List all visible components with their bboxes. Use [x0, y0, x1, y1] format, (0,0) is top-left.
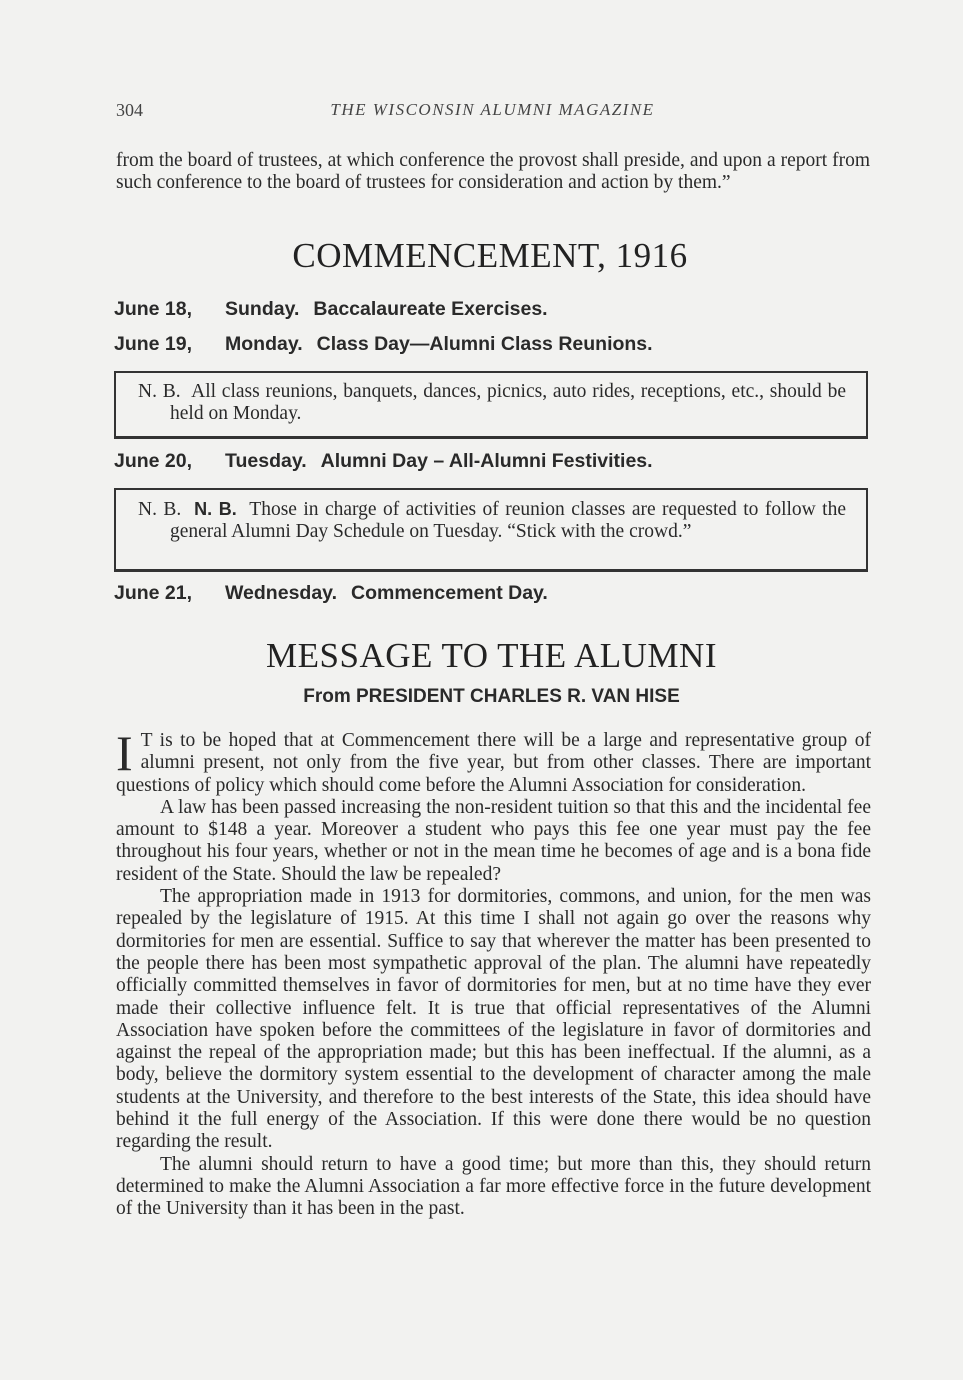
note-prefix: N. B.: [138, 499, 182, 520]
article-paragraph: The alumni should return to have a good time; but more than this, they should return determined to make the Alumni Association a far more effective force in the future development of the University than it has been in the past.: [116, 1153, 871, 1220]
schedule-event: Class Day—Alumni Class Reunions.: [316, 333, 653, 355]
schedule-event: Baccalaureate Exercises.: [313, 298, 548, 320]
schedule-date: June 19,: [114, 333, 193, 355]
article-body: [116, 725, 871, 1221]
article-paragraph: The appropriation made in 1913 for dormitories, commons, and union, for the men was repealed by the legislature of 1915. At this time I shall not again go over the reasons why dormitories for men are essential. Suffice to say that wherever the matter has been presented to the people there has been most sympathetic approval of the plan. The alumni have repeatedly officially committed themselves in favor of dormitories for men, but at no time have they ever made their collective influence felt. It is true that official representatives of the Alumni Association have spoken before the committees of the legislature in favor of dormitories and against the repeal of the appropriation made; but this has been ineffectual. If the alumni, as a body, believe the dormitory system essential to the development of character among the male students at the University, and therefore to the best interests of the State, this idea should have behind it the full energy of the Association. If this were done there would be no question regarding the result.: [116, 886, 871, 1153]
schedule-row: [114, 582, 548, 605]
schedule-row: [114, 333, 653, 356]
schedule-day: Tuesday.: [225, 450, 307, 472]
schedule-event: Commencement Day.: [350, 582, 548, 604]
schedule-row: [114, 450, 653, 473]
schedule-day: Monday.: [225, 333, 303, 355]
note-prefix: N. B.: [138, 381, 181, 402]
page-number: 304: [116, 100, 143, 120]
article-paragraph: A law has been passed increasing the non-resident tuition so that this and the incidental fee amount to $148 a year. Moreover a student who pays this fee one year must pay the fee throughout his four years, whether or not in the mean time he becomes of age and is a bona fide resident of the State. Should the law be repealed?: [116, 796, 871, 885]
schedule-day: Wednesday.: [225, 582, 337, 604]
message-heading: MESSAGE TO THE ALUMNI: [266, 636, 717, 675]
note-emphasis: N. B.: [194, 499, 237, 519]
note-text: [138, 498, 846, 544]
magazine-title: THE WISCONSIN ALUMNI MAGAZINE: [330, 100, 655, 119]
note-body: All class reunions, banquets, dances, picnics, auto rides, receptions, etc., should be held on Monday.: [170, 381, 846, 425]
drop-cap: I: [116, 725, 133, 781]
paragraph-text: T is to be hoped that at Commencement there will be a large and representative group of alumni present, not only from the five year, but from other classes. There are important questions of policy which should come before the Alumni Association for consideration.: [116, 730, 871, 796]
schedule-date: June 20,: [114, 450, 193, 472]
note-box: [114, 488, 868, 572]
commencement-heading: COMMENCEMENT, 1916: [292, 236, 688, 275]
schedule-row: [114, 298, 548, 321]
note-text: [138, 381, 846, 426]
note-body: Those in charge of activities of reunion classes are requested to follow the general Alumni Day Schedule on Tuesday. “Stick with the crowd.”: [170, 499, 846, 543]
note-box: [114, 371, 868, 439]
schedule-date: June 18,: [114, 298, 193, 320]
carryover-paragraph: from the board of trustees, at which conference the provost shall preside, and upon a report from such conference to the board of trustees for consideration and action by them.”: [116, 150, 870, 194]
schedule-date: June 21,: [114, 582, 193, 604]
schedule-event: Alumni Day – All-Alumni Festivities.: [320, 450, 653, 472]
byline: From PRESIDENT CHARLES R. VAN HISE: [303, 686, 680, 707]
article-paragraph: [116, 725, 871, 797]
schedule-day: Sunday.: [225, 298, 300, 320]
running-head: [116, 100, 869, 122]
